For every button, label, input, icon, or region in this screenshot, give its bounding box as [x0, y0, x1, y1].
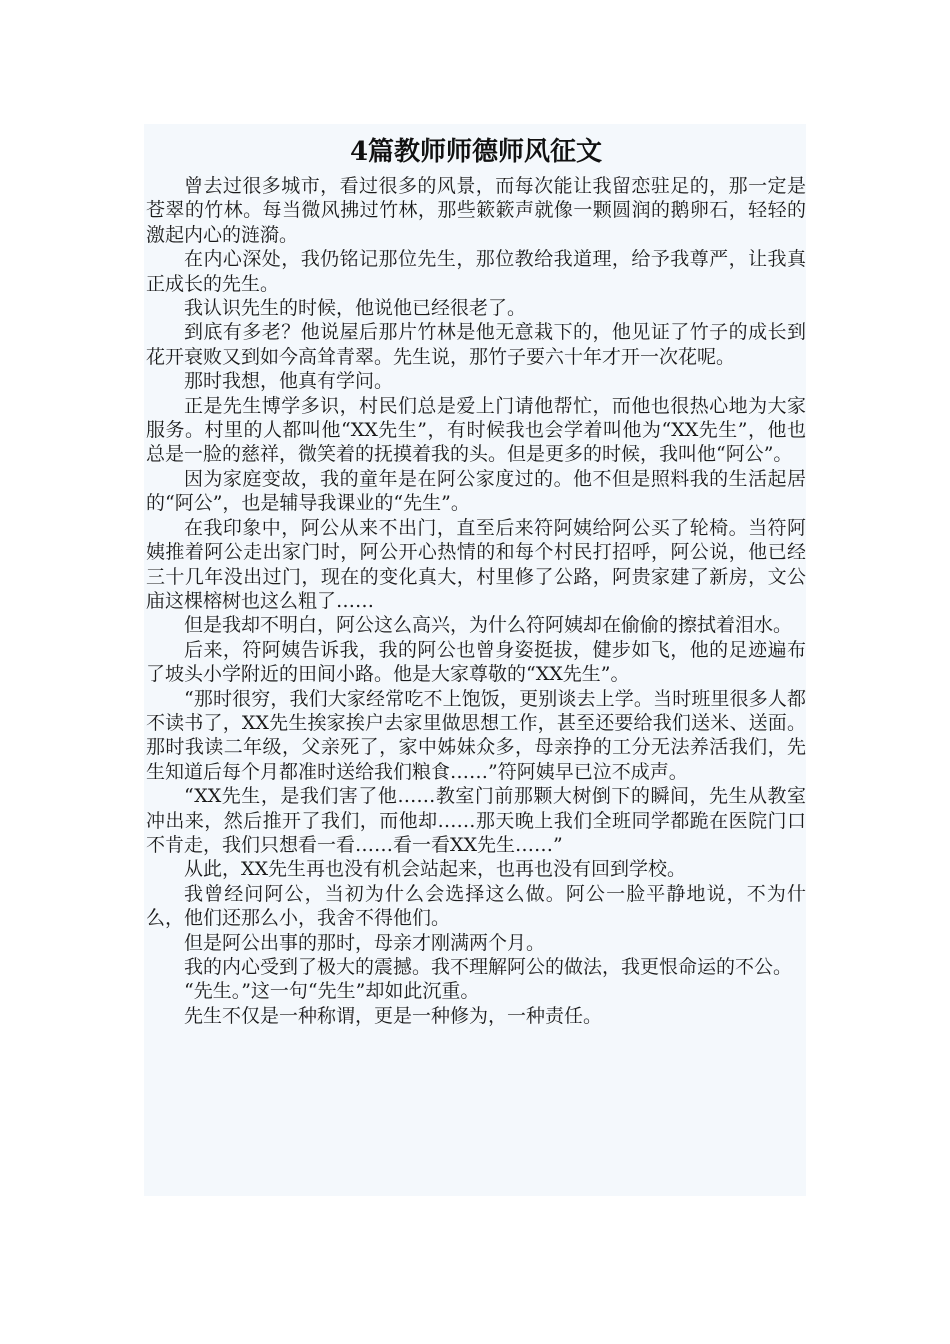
paragraph: 但是阿公出事的那时，母亲才刚满两个月。 [184, 931, 546, 954]
paragraph: 在内心深处，我仍铭记那位先生，那位教给我道理，给予我尊严，让我真正成长的先生。 [146, 248, 806, 295]
paragraph: 先生不仅是一种称谓，更是一种修为，一种责任。 [184, 1004, 603, 1027]
paragraph: 到底有多老？他说屋后那片竹林是他无意栽下的，他见证了竹子的成长到花开衰败又到如今高耸青翠。先生说，那竹子要六十年才开一次花呢。 [146, 321, 806, 368]
document-body [146, 174, 806, 1028]
document-title: 4篇教师师德师风征文 [349, 137, 603, 167]
paragraph: 在我印象中，阿公从来不出门，直至后来符阿姨给阿公买了轮椅。当符阿姨推着阿公走出家门时，阿公开心热情的和每个村民打招呼，阿公说，他已经三十几年没出过门，现在的变化真大，村里修了公路，阿贵家建了新房，文公庙这棵榕树也这么粗了…… [146, 516, 806, 612]
paragraph: 我认识先生的时候，他说他已经很老了。 [184, 297, 527, 320]
paragraph: “那时很穷，我们大家经常吃不上饱饭，更别谈去上学。当时班里很多人都不读书了，XX先生挨家挨户去家里做思想工作，甚至还要给我们送米、送面。那时我读二年级，父亲死了，家中姊妹众多，母亲挣的工分无法养活我们，先生知道后每个月都准时送给我们粮食……”符阿姨早已泣不成声。 [146, 687, 806, 783]
paragraph: 后来，符阿姨告诉我，我的阿公也曾身姿挺拔，健步如飞，他的足迹遍布了坡头小学附近的田间小路。他是大家尊敬的“XX先生”。 [146, 638, 806, 686]
paragraph: “先生。”这一句“先生”却如此沉重。 [184, 980, 480, 1003]
paragraph: 但是我却不明白，阿公这么高兴，为什么符阿姨却在偷偷的擦拭着泪水。 [184, 614, 793, 637]
paragraph: 曾去过很多城市，看过很多的风景，而每次能让我留恋驻足的，那一定是苍翠的竹林。每当微风拂过竹林，那些簌簌声就像一颗圆润的鹅卵石，轻轻的激起内心的涟漪。 [146, 175, 806, 246]
paragraph: 那时我想，他真有学问。 [184, 370, 394, 393]
paragraph: 我曾经问阿公，当初为什么会选择这么做。阿公一脸平静地说，不为什么，他们还那么小，我舍不得他们。 [146, 882, 806, 930]
paragraph: 从此，XX先生再也没有机会站起来，也再也没有回到学校。 [184, 858, 687, 881]
paragraph: 因为家庭变故，我的童年是在阿公家度过的。他不但是照料我的生活起居的“阿公”，也是辅导我课业的“先生”。 [146, 467, 806, 515]
paragraph: “XX先生，是我们害了他……教室门前那颗大树倒下的瞬间，先生从教室冲出来，然后推开了我们，而他却……那天晚上我们全班同学都跪在医院门口不肯走，我们只想看一看……看一看XX先生……” [146, 785, 806, 856]
paragraph: 我的内心受到了极大的震撼。我不理解阿公的做法，我更恨命运的不公。 [184, 956, 793, 978]
paragraph: 正是先生博学多识，村民们总是爱上门请他帮忙，而他也很热心地为大家服务。村里的人都叫他“XX先生”，有时候我也会学着叫他为“XX先生”，他也总是一脸的慈祥，微笑着的抚摸着我的头。但是更多的时候，我叫他“阿公”。 [146, 394, 806, 466]
document-page [144, 124, 806, 1196]
